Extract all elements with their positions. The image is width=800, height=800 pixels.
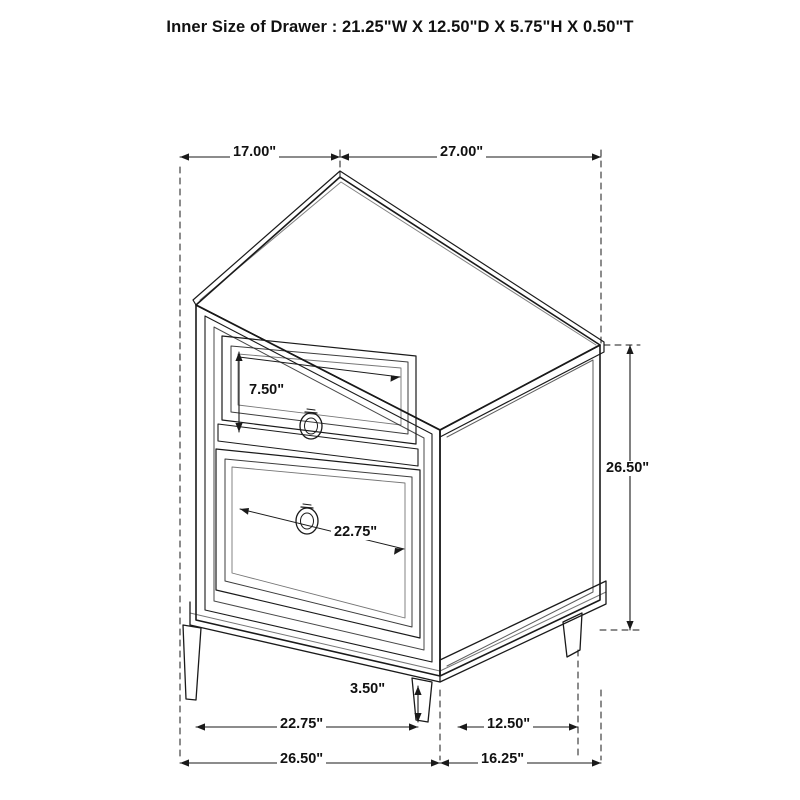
page-title: Inner Size of Drawer : 21.25"W X 12.50"D X 5.75"H X 0.50"T xyxy=(166,18,634,36)
front-right-leg xyxy=(412,678,432,722)
dim-label-side-outer-depth: 16.25" xyxy=(478,752,527,767)
dim-label-drawer-width: 22.75" xyxy=(331,525,380,540)
upper-drawer-pull xyxy=(300,409,322,439)
front-left-leg xyxy=(183,625,201,700)
dim-label-front-inner-width: 22.75" xyxy=(277,717,326,732)
lower-drawer xyxy=(216,449,420,638)
dim-label-overall-height: 26.50" xyxy=(603,461,652,476)
dimension-lines xyxy=(180,150,640,767)
lower-drawer-pull xyxy=(296,504,318,534)
dim-label-side-inner-depth: 12.50" xyxy=(484,717,533,732)
dim-label-front-outer-width: 26.50" xyxy=(277,752,326,767)
cabinet-side-face xyxy=(440,345,600,676)
dim-label-drawer-height: 7.50" xyxy=(246,383,287,398)
dim-label-top-left-width: 17.00" xyxy=(230,145,279,160)
dim-label-top-right-depth: 27.00" xyxy=(437,145,486,160)
dim-label-leg-height: 3.50" xyxy=(347,682,388,697)
